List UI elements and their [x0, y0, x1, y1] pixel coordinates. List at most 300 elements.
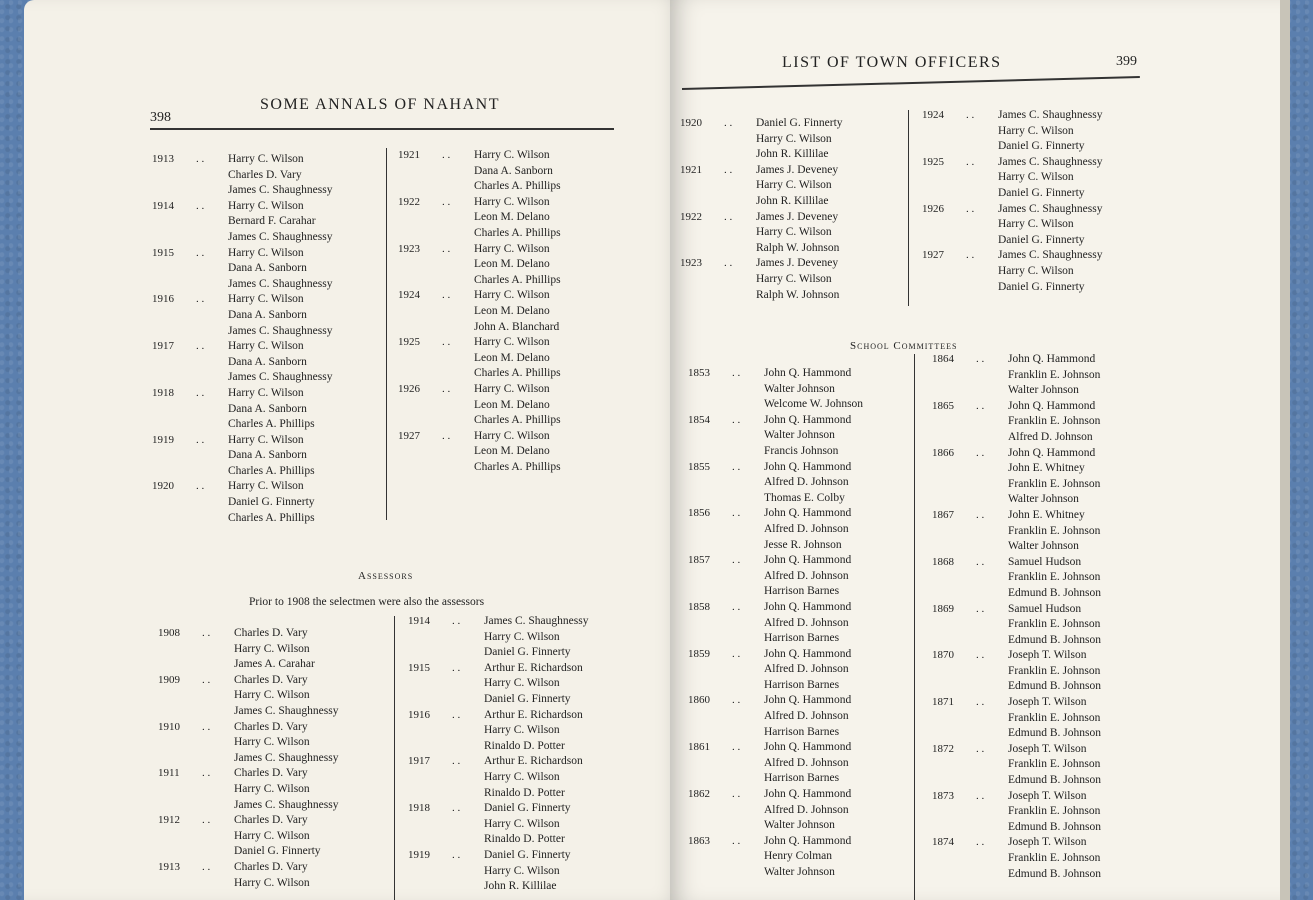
leader-dots: . . — [732, 460, 741, 473]
year-label: 1913 — [158, 860, 180, 873]
leader-dots: . . — [442, 382, 451, 395]
officer-name: Dana A. Sanborn — [228, 402, 307, 415]
officer-name: Daniel G. Finnerty — [998, 140, 1085, 153]
officer-name: John Q. Hammond — [1008, 446, 1096, 459]
officer-names — [228, 152, 387, 199]
officer-name: Harry C. Wilson — [228, 293, 304, 306]
year-entry — [158, 720, 393, 767]
officer-name: Daniel G. Finnerty — [998, 280, 1085, 293]
year-entry — [158, 766, 393, 813]
year-label: 1927 — [922, 249, 944, 262]
assessors-note: Prior to 1908 the selectmen were also the assessors — [249, 596, 485, 608]
leader-dots: . . — [442, 429, 451, 442]
officer-name: Edmund B. Johnson — [1008, 680, 1101, 693]
officer-names — [228, 339, 387, 386]
officer-name: Harry C. Wilson — [474, 382, 550, 395]
year-entry — [688, 553, 916, 600]
year-label: 1915 — [408, 661, 430, 674]
officer-name: Franklin E. Johnson — [1008, 711, 1101, 724]
column-divider — [386, 148, 387, 520]
year-entry — [688, 740, 916, 787]
year-label: 1924 — [398, 289, 420, 302]
officer-name: Harry C. Wilson — [474, 289, 550, 302]
leader-dots: . . — [196, 153, 205, 165]
officer-name: Franklin E. Johnson — [1008, 664, 1101, 677]
officer-names — [234, 673, 393, 720]
officer-name: Charles A. Phillips — [474, 414, 561, 427]
column-divider — [394, 616, 395, 900]
year-entry — [398, 288, 638, 335]
officer-name: James C. Shaughnessy — [228, 184, 333, 197]
officer-name: Franklin E. Johnson — [1008, 415, 1101, 428]
leader-dots: . . — [976, 789, 985, 802]
officer-name: Harry C. Wilson — [474, 336, 550, 349]
year-label: 1862 — [688, 788, 710, 801]
year-label: 1909 — [158, 673, 180, 686]
officer-names — [234, 626, 393, 673]
year-label: 1857 — [688, 554, 710, 567]
officer-name: James A. Carahar — [234, 658, 315, 671]
officer-names — [1008, 695, 1162, 742]
selectmen-column-2 — [398, 148, 638, 475]
year-entry — [932, 399, 1162, 446]
officer-name: Harry C. Wilson — [998, 264, 1074, 277]
year-label: 1871 — [932, 696, 954, 709]
officer-name: James C. Shaughnessy — [998, 155, 1103, 168]
leader-dots: . . — [732, 647, 741, 660]
leader-dots: . . — [196, 340, 205, 353]
officer-names — [998, 155, 1152, 202]
officer-name: Walter Johnson — [764, 382, 835, 395]
officer-name: Harry C. Wilson — [474, 195, 550, 208]
officer-name: Harry C. Wilson — [484, 630, 560, 643]
officer-name: Daniel G. Finnerty — [998, 233, 1085, 246]
officer-name: Harry C. Wilson — [228, 433, 304, 446]
year-label: 1926 — [922, 202, 944, 215]
officer-name: John R. Killilae — [484, 880, 557, 893]
officer-names — [764, 553, 916, 600]
officer-name: Charles A. Phillips — [474, 226, 561, 239]
officer-name: Daniel G. Finnerty — [756, 117, 843, 129]
header-rule — [150, 128, 614, 130]
year-entry — [680, 116, 910, 163]
year-label: 1924 — [922, 109, 944, 121]
officer-name: Daniel G. Finnerty — [484, 848, 571, 861]
officer-name: Walter Johnson — [1008, 384, 1079, 397]
officer-name: James C. Shaughnessy — [228, 230, 333, 243]
year-entry — [932, 695, 1162, 742]
officer-name: John Q. Hammond — [764, 741, 852, 754]
officer-names — [474, 195, 638, 242]
running-header: SOME ANNALS OF NAHANT — [260, 96, 500, 113]
officer-name: Alfred D. Johnson — [764, 616, 849, 629]
officer-name: Henry Colman — [764, 850, 833, 863]
leader-dots: . . — [202, 860, 211, 873]
officer-name: Charles D. Vary — [234, 767, 308, 780]
officer-name: John Q. Hammond — [764, 367, 852, 379]
year-label: 1863 — [688, 834, 710, 847]
officer-name: James C. Shaughnessy — [234, 751, 339, 764]
year-label: 1870 — [932, 649, 954, 662]
leader-dots: . . — [732, 694, 741, 707]
officer-name: Joseph T. Wilson — [1008, 696, 1087, 709]
running-header: LIST OF TOWN OFFICERS — [782, 54, 1002, 71]
year-entry — [932, 508, 1162, 555]
officer-names — [764, 693, 916, 740]
year-label: 1923 — [680, 257, 702, 270]
year-label: 1860 — [688, 694, 710, 707]
officer-names — [1008, 399, 1162, 446]
year-entry — [688, 834, 916, 881]
year-entry — [408, 754, 658, 801]
officer-name: Harry C. Wilson — [234, 876, 310, 889]
officer-name: James C. Shaughnessy — [228, 371, 333, 384]
officer-names — [474, 288, 638, 335]
year-entry — [932, 835, 1162, 882]
officer-name: Joseph T. Wilson — [1008, 789, 1087, 802]
year-entry — [922, 155, 1152, 202]
officer-name: Charles A. Phillips — [228, 511, 315, 524]
officer-names — [474, 429, 638, 476]
leader-dots: . . — [442, 149, 451, 161]
leader-dots: . . — [732, 554, 741, 567]
officer-name: Harry C. Wilson — [228, 199, 304, 212]
officer-names — [228, 386, 387, 433]
officer-names — [1008, 508, 1162, 555]
officer-name: Walter Johnson — [764, 429, 835, 442]
officer-names — [764, 600, 916, 647]
year-label: 1927 — [398, 429, 420, 442]
leader-dots: . . — [732, 413, 741, 426]
officer-name: Charles A. Phillips — [474, 460, 561, 473]
year-entry — [408, 848, 658, 895]
officer-name: Harry C. Wilson — [234, 829, 310, 842]
officer-names — [234, 860, 393, 891]
officer-name: Daniel G. Finnerty — [234, 845, 321, 858]
school-committee-column-1 — [688, 366, 916, 881]
officer-name: John E. Whitney — [1008, 508, 1085, 521]
officer-names — [474, 242, 638, 289]
leader-dots: . . — [442, 195, 451, 208]
leader-dots: . . — [976, 353, 985, 365]
year-entry — [152, 199, 387, 246]
officer-name: Daniel G. Finnerty — [484, 646, 571, 659]
leader-dots: . . — [732, 507, 741, 520]
leader-dots: . . — [452, 708, 461, 721]
year-entry — [408, 708, 658, 755]
leader-dots: . . — [202, 720, 211, 733]
officer-name: Alfred D. Johnson — [764, 663, 849, 676]
officer-name: Edmund B. Johnson — [1008, 774, 1101, 787]
officer-names — [764, 460, 916, 507]
year-label: 1854 — [688, 413, 710, 426]
assessors-column-1 — [680, 116, 910, 303]
year-entry — [932, 352, 1162, 399]
officer-name: Edmund B. Johnson — [1008, 633, 1101, 646]
officer-name: Charles D. Vary — [234, 627, 308, 639]
leader-dots: . . — [976, 555, 985, 568]
officer-name: Harry C. Wilson — [756, 132, 832, 145]
officer-names — [474, 148, 638, 195]
year-entry — [688, 366, 916, 413]
officer-names — [756, 116, 910, 163]
officer-name: Franklin E. Johnson — [1008, 571, 1101, 584]
header-rule — [682, 76, 1140, 90]
year-label: 1917 — [152, 340, 174, 353]
column-divider — [914, 354, 915, 900]
officer-names — [998, 108, 1152, 155]
year-label: 1874 — [932, 836, 954, 849]
year-label: 1912 — [158, 814, 180, 827]
leader-dots: . . — [202, 767, 211, 780]
officer-names — [474, 335, 638, 382]
officer-names — [484, 848, 658, 895]
leader-dots: . . — [452, 802, 461, 815]
year-label: 1920 — [152, 480, 174, 493]
year-entry — [688, 787, 916, 834]
officer-name: Walter Johnson — [764, 819, 835, 832]
officer-names — [764, 740, 916, 787]
year-entry — [152, 339, 387, 386]
year-label: 1921 — [398, 149, 420, 161]
year-label: 1865 — [932, 399, 954, 412]
officer-name: Welcome W. Johnson — [764, 398, 864, 411]
officer-name: Alfred D. Johnson — [764, 756, 849, 769]
leader-dots: . . — [196, 246, 205, 259]
leader-dots: . . — [452, 661, 461, 674]
year-entry — [398, 335, 638, 382]
officer-names — [756, 210, 910, 257]
officer-names — [1008, 835, 1162, 882]
year-label: 1925 — [922, 155, 944, 168]
officer-name: Walter Johnson — [764, 866, 835, 878]
officer-name: Alfred D. Johnson — [764, 476, 849, 489]
officer-name: Franklin E. Johnson — [1008, 852, 1101, 864]
school-committee-column-2 — [932, 352, 1162, 882]
year-label: 1911 — [158, 767, 180, 780]
officer-names — [234, 813, 393, 860]
year-entry — [932, 602, 1162, 649]
officer-name: Harrison Barnes — [764, 632, 840, 645]
officer-name: John Q. Hammond — [764, 694, 852, 707]
year-label: 1923 — [398, 242, 420, 255]
officer-names — [998, 202, 1152, 249]
officer-name: Daniel G. Finnerty — [228, 496, 315, 509]
officer-name: Harry C. Wilson — [484, 864, 560, 877]
leader-dots: . . — [976, 836, 985, 849]
year-label: 1916 — [408, 708, 430, 721]
leader-dots: . . — [202, 814, 211, 827]
year-label: 1916 — [152, 293, 174, 306]
officer-name: Arthur E. Richardson — [484, 755, 583, 768]
officer-name: Charles A. Phillips — [474, 367, 561, 380]
officer-name: Harry C. Wilson — [998, 218, 1074, 231]
year-entry — [408, 661, 658, 708]
section-title-assessors: Assessors — [358, 570, 414, 582]
officer-name: Harry C. Wilson — [484, 817, 560, 830]
officer-name: Arthur E. Richardson — [484, 661, 583, 674]
officer-name: Harrison Barnes — [764, 725, 840, 738]
year-label: 1914 — [408, 615, 430, 627]
leader-dots: . . — [976, 602, 985, 615]
officer-name: James C. Shaughnessy — [484, 615, 589, 627]
officer-name: James J. Deveney — [756, 210, 839, 223]
officer-name: Leon M. Delano — [474, 445, 550, 458]
officer-names — [1008, 602, 1162, 649]
year-label: 1853 — [688, 367, 710, 379]
year-label: 1926 — [398, 382, 420, 395]
officer-name: John Q. Hammond — [764, 600, 852, 613]
officer-name: Dana A. Sanborn — [228, 355, 307, 368]
officer-names — [764, 366, 916, 413]
officer-names — [228, 479, 387, 526]
leader-dots: . . — [976, 399, 985, 412]
officer-names — [756, 163, 910, 210]
leader-dots: . . — [966, 202, 975, 215]
officer-name: Franklin E. Johnson — [1008, 758, 1101, 771]
year-label: 1908 — [158, 627, 180, 639]
page-number: 398 — [150, 110, 171, 125]
officer-name: Harry C. Wilson — [474, 429, 550, 442]
officer-name: James J. Deveney — [756, 163, 839, 176]
officer-names — [474, 382, 638, 429]
leader-dots: . . — [202, 627, 211, 639]
officer-name: Rinaldo D. Potter — [484, 833, 565, 846]
officer-name: Harry C. Wilson — [998, 124, 1074, 137]
officer-name: John A. Blanchard — [474, 320, 560, 333]
officer-name: Harry C. Wilson — [228, 480, 304, 493]
leader-dots: . . — [196, 480, 205, 493]
year-entry — [922, 202, 1152, 249]
officer-name: Bernard F. Carahar — [228, 215, 316, 228]
year-label: 1866 — [932, 446, 954, 459]
year-entry — [932, 446, 1162, 508]
officer-name: Harry C. Wilson — [474, 149, 550, 161]
officer-names — [228, 433, 387, 480]
officer-name: Edmund B. Johnson — [1008, 586, 1101, 599]
officer-name: Charles A. Phillips — [228, 418, 315, 431]
officer-name: Harrison Barnes — [764, 678, 840, 691]
officer-name: Leon M. Delano — [474, 258, 550, 271]
leader-dots: . . — [452, 755, 461, 768]
officer-name: Alfred D. Johnson — [764, 522, 849, 535]
officer-name: Dana A. Sanborn — [228, 262, 307, 275]
officer-names — [484, 661, 658, 708]
year-label: 1917 — [408, 755, 430, 768]
officer-names — [764, 834, 916, 881]
leader-dots: . . — [724, 210, 733, 223]
officer-name: Harry C. Wilson — [228, 246, 304, 259]
officer-name: Harry C. Wilson — [234, 689, 310, 702]
year-label: 1858 — [688, 600, 710, 613]
leader-dots: . . — [732, 367, 741, 379]
officer-name: Charles D. Vary — [234, 860, 308, 873]
year-label: 1867 — [932, 508, 954, 521]
year-entry — [688, 460, 916, 507]
year-entry — [932, 648, 1162, 695]
officer-name: Leon M. Delano — [474, 211, 550, 224]
leader-dots: . . — [732, 741, 741, 754]
leader-dots: . . — [976, 649, 985, 662]
officer-names — [1008, 648, 1162, 695]
year-label: 1919 — [152, 433, 174, 446]
officer-names — [998, 248, 1152, 295]
officer-name: Charles A. Phillips — [474, 180, 561, 193]
officer-names — [1008, 352, 1162, 399]
officer-name: Walter Johnson — [1008, 540, 1079, 553]
leader-dots: . . — [724, 117, 733, 129]
officer-name: Harry C. Wilson — [756, 226, 832, 239]
year-entry — [152, 246, 387, 293]
officer-name: John Q. Hammond — [764, 554, 852, 567]
year-entry — [408, 801, 658, 848]
officer-name: Harrison Barnes — [764, 772, 840, 785]
officer-name: Joseph T. Wilson — [1008, 649, 1087, 662]
year-label: 1869 — [932, 602, 954, 615]
year-entry — [688, 600, 916, 647]
officer-name: Charles D. Vary — [234, 814, 308, 827]
year-label: 1921 — [680, 163, 702, 176]
left-page — [24, 0, 684, 900]
year-entry — [398, 382, 638, 429]
year-entry — [398, 195, 638, 242]
officer-name: John Q. Hammond — [1008, 353, 1096, 365]
leader-dots: . . — [452, 615, 461, 627]
officer-name: James C. Shaughnessy — [234, 798, 339, 811]
officer-name: Edmund B. Johnson — [1008, 820, 1101, 833]
officer-names — [234, 766, 393, 813]
officer-name: Rinaldo D. Potter — [484, 786, 565, 799]
year-entry — [688, 647, 916, 694]
officer-name: John Q. Hammond — [764, 460, 852, 473]
officer-name: Franklin E. Johnson — [1008, 368, 1101, 381]
officer-name: John Q. Hammond — [764, 788, 852, 801]
year-entry — [688, 413, 916, 460]
year-entry — [932, 789, 1162, 836]
officer-name: Harry C. Wilson — [234, 782, 310, 795]
year-entry — [688, 506, 916, 553]
officer-name: Charles A. Phillips — [228, 464, 315, 477]
leader-dots: . . — [966, 249, 975, 262]
officer-name: Harry C. Wilson — [484, 677, 560, 690]
leader-dots: . . — [976, 742, 985, 755]
year-entry — [922, 248, 1152, 295]
officer-name: John Q. Hammond — [764, 507, 852, 520]
year-label: 1914 — [152, 199, 174, 212]
officer-name: Harry C. Wilson — [484, 770, 560, 783]
officer-name: Daniel G. Finnerty — [998, 186, 1085, 199]
year-label: 1856 — [688, 507, 710, 520]
officer-names — [764, 787, 916, 834]
officer-name: Charles A. Phillips — [474, 273, 561, 286]
officer-name: Franklin E. Johnson — [1008, 618, 1101, 631]
officer-names — [484, 801, 658, 848]
leader-dots: . . — [202, 673, 211, 686]
officer-name: Ralph W. Johnson — [756, 241, 840, 254]
leader-dots: . . — [724, 257, 733, 270]
officer-name: Alfred D. Johnson — [1008, 430, 1093, 443]
year-label: 1918 — [152, 386, 174, 399]
leader-dots: . . — [196, 386, 205, 399]
officer-name: John E. Whitney — [1008, 462, 1085, 475]
officer-name: John Q. Hammond — [764, 413, 852, 426]
officer-name: Edmund B. Johnson — [1008, 727, 1101, 740]
leader-dots: . . — [442, 242, 451, 255]
year-label: 1864 — [932, 353, 954, 365]
officer-name: James C. Shaughnessy — [998, 202, 1103, 215]
leader-dots: . . — [966, 155, 975, 168]
officer-name: Walter Johnson — [1008, 493, 1079, 506]
